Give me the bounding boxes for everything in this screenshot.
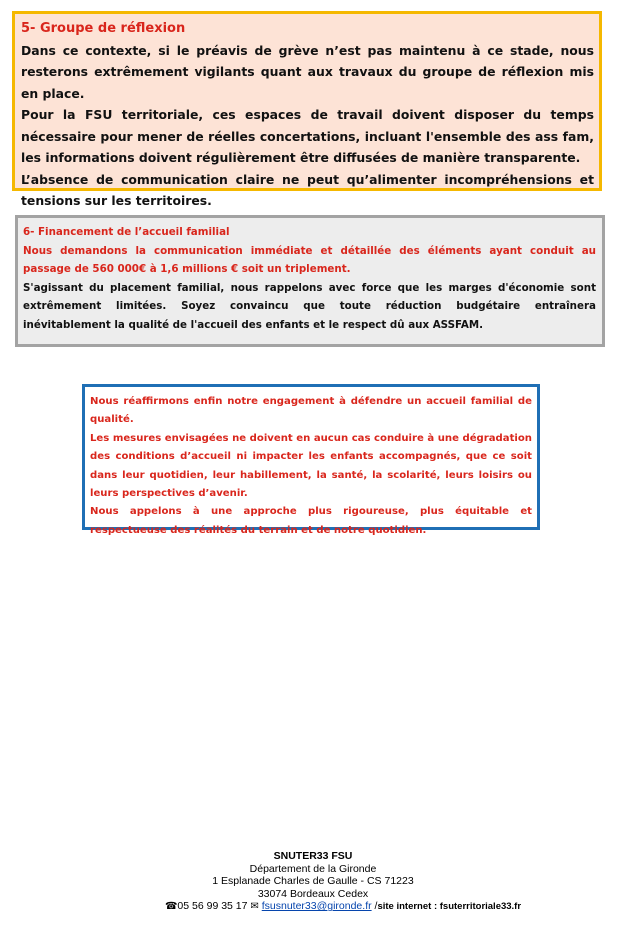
footer-city: 33074 Bordeaux Cedex xyxy=(257,887,369,900)
section-5-paragraph: L’absence de communication claire ne peut qu’alimenter incompréhensions et tensions sur les territoires. xyxy=(21,171,594,208)
conclusion-paragraph: Les mesures envisagées ne doivent en aucun cas conduire à une dégradation des conditions d’accueil ni impacter les enfants accompagnés, que ce soit dans leur quotidien, leur habillement, la santé, la scolarité, leurs loisirs ou leurs perspectives d’avenir. xyxy=(90,432,532,500)
section-5-title: 5- Groupe de réflexion xyxy=(21,21,186,36)
conclusion-box xyxy=(82,384,540,536)
footer-phone: 05 56 99 35 17 xyxy=(177,900,248,913)
conclusion-paragraph: Nous réaffirmons enfin notre engagement à défendre un accueil familial de qualité. xyxy=(90,396,532,426)
section-5-box xyxy=(12,11,602,208)
section-6-paragraph: S'agissant du placement familial, nous rappelons avec force que les marges d'économie sont extrêmement limitées. Soyez convaincu que toute réduction budgétaire entraînera inévitablement la qualité de l'accueil des enfants et le respect dû aux ASSFAM. xyxy=(23,281,596,331)
section-6-box xyxy=(15,215,605,347)
footer xyxy=(0,850,626,914)
footer-contact-line xyxy=(60,900,626,914)
section-5-paragraph: Dans ce contexte, si le préavis de grève n’est pas maintenu à ce stade, nous resterons extrêmement vigilants quant aux travaux du groupe de réflexion mis en place. xyxy=(21,42,594,101)
section-6-demand: Nous demandons la communication immédiate et détaillée des éléments ayant conduit au passage de 560 000€ à 1,6 millions € soit un triplement. xyxy=(23,244,596,276)
section-5-paragraph: Pour la FSU territoriale, ces espaces de travail doivent disposer du temps nécessaire pour mener de réelles concertations, incluant l'ensemble des ass fam, les informations doivent régulièrement être diffusées de manière transparente. xyxy=(21,107,594,165)
footer-email-link[interactable]: fsusnuter33@gironde.fr xyxy=(261,900,372,913)
footer-address: 1 Esplanade Charles de Gaulle - CS 71223 xyxy=(212,875,414,888)
separator: / xyxy=(374,900,378,913)
footer-org: SNUTER33 FSU xyxy=(273,850,353,862)
envelope-icon: ✉ xyxy=(250,901,259,913)
conclusion-paragraph: Nous appelons à une approche plus rigoureuse, plus équitable et respectueuse des réalités du terrain et de notre quotidien. xyxy=(90,506,532,536)
section-6-title: 6- Financement de l’accueil familial xyxy=(23,226,230,238)
footer-site: site internet : fsuterritoriale33.fr xyxy=(377,901,522,913)
footer-department: Département de la Gironde xyxy=(249,862,377,875)
phone-icon: ☎ xyxy=(164,901,178,913)
